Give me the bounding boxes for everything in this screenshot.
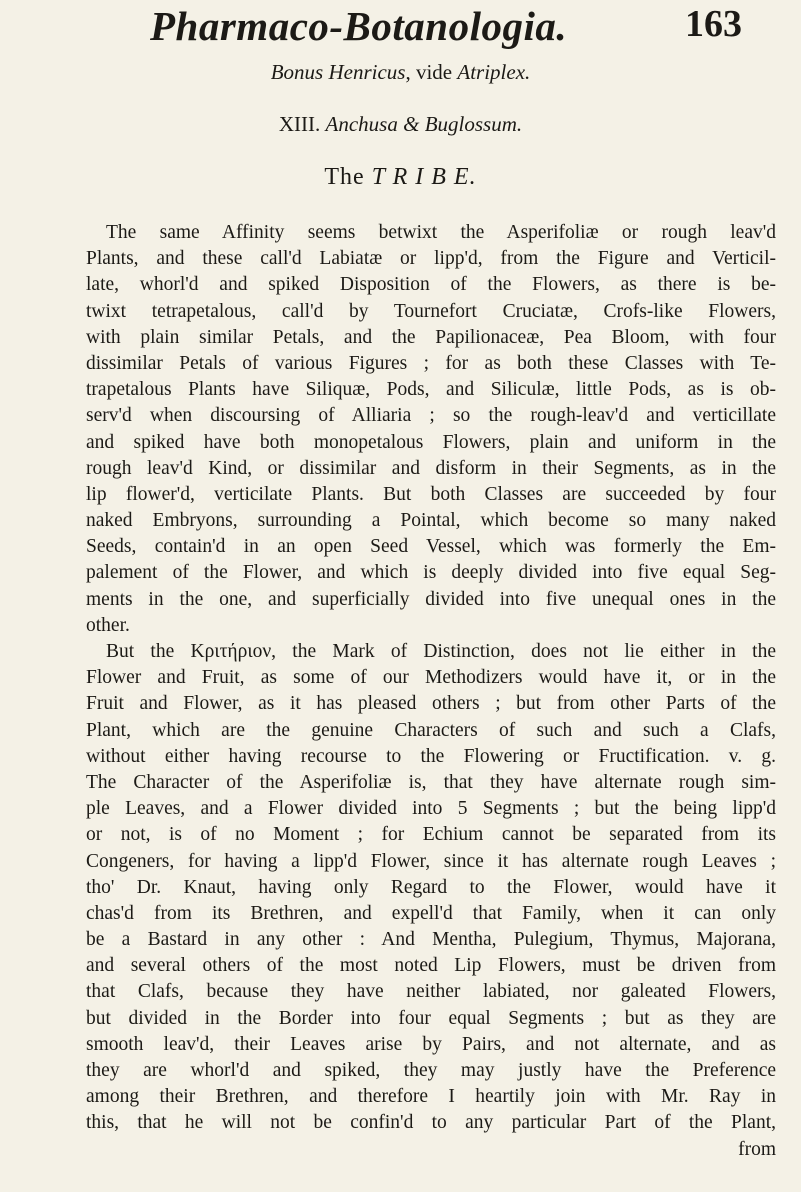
section-number: XIII. bbox=[278, 112, 321, 136]
paragraph bbox=[86, 639, 776, 1163]
text-line: but divided in the Border into four equal Segments ; but as they are bbox=[86, 1007, 776, 1029]
cross-reference-term: Bonus Henricus bbox=[270, 60, 406, 84]
text-line: rough leav'd Kind, or dissimilar and disform in their Segments, as in the bbox=[86, 457, 776, 479]
catchword: from bbox=[738, 1138, 776, 1160]
text-line: other. bbox=[86, 614, 130, 636]
text-line: trapetalous Plants have Siliquæ, Pods, and Siliculæ, little Pods, as is ob- bbox=[86, 379, 776, 401]
tribe-article: The bbox=[324, 164, 365, 190]
text-line: among their Brethren, and therefore I heartily join with Mr. Ray in bbox=[86, 1086, 776, 1108]
text-line: Flower and Fruit, as some of our Methodizers would have it, or in the bbox=[86, 667, 776, 689]
cross-reference-comma: , bbox=[405, 60, 416, 84]
text-line: The same Affinity seems betwixt the Asperifoliæ or rough leav'd bbox=[106, 222, 776, 243]
section-amp: & bbox=[403, 112, 420, 136]
page-header bbox=[0, 0, 801, 50]
text-line: lip flower'd, verticilate Plants. But both Classes are succeeded by four bbox=[86, 483, 776, 505]
tribe-heading bbox=[0, 164, 801, 191]
cross-reference-see: vide bbox=[415, 60, 453, 84]
text-line: this, that he will not be confin'd to any particular Part of the Plant, bbox=[86, 1112, 776, 1134]
text-line: Congeners, for having a lipp'd Flower, since it has alternate rough Leaves ; bbox=[86, 850, 776, 872]
text-line: Plant, which are the genuine Characters of such and such a Clafs, bbox=[86, 719, 776, 741]
text-line: chas'd from its Brethren, and expell'd that Family, when it can only bbox=[86, 902, 776, 924]
text-line: twixt tetrapetalous, call'd by Tournefort Cruciatæ, Crofs-like Flowers, bbox=[86, 300, 776, 322]
text-line: that Clafs, because they have neither labiated, nor galeated Flowers, bbox=[86, 981, 776, 1003]
text-line: and spiked have both monopetalous Flowers, plain and uniform in the bbox=[86, 431, 776, 453]
text-line: late, whorl'd and spiked Disposition of the Flowers, as there is be- bbox=[86, 274, 776, 296]
text-line: ments in the one, and superficially divided into five unequal ones in the bbox=[86, 588, 776, 610]
tribe-word: T R I B E. bbox=[371, 164, 477, 190]
text-line: serv'd when discoursing of Alliaria ; so the rough-leav'd and verticillate bbox=[86, 405, 776, 427]
text-line: or not, is of no Moment ; for Echium cannot be separated from its bbox=[86, 824, 776, 846]
text-line: Plants, and these call'd Labiatæ or lipp'd, from the Figure and Verticil- bbox=[86, 248, 776, 270]
text-line: Seeds, contain'd in an open Seed Vessel, which was formerly the Em- bbox=[86, 536, 776, 558]
cross-reference bbox=[0, 60, 801, 85]
text-line: ple Leaves, and a Flower divided into 5 Segments ; but the being lipp'd bbox=[86, 798, 776, 820]
text-line: palement of the Flower, and which is deeply divided into five equal Seg- bbox=[86, 562, 776, 584]
text-line: be a Bastard in any other : And Mentha, Pulegium, Thymus, Majorana, bbox=[86, 929, 776, 951]
text-line: with plain similar Petals, and the Papilionaceæ, Pea Bloom, with four bbox=[86, 326, 776, 348]
running-title: Pharmaco-Botanologia. bbox=[150, 3, 568, 49]
section-heading bbox=[0, 112, 801, 137]
text-line: Fruit and Flower, as it has pleased others ; but from other Parts of the bbox=[86, 693, 776, 715]
text-line: The Character of the Asperifoliæ is, that they have alternate rough sim- bbox=[86, 771, 776, 793]
body-text bbox=[86, 220, 776, 1163]
paragraph bbox=[86, 220, 776, 639]
cross-reference-target: Atriplex. bbox=[457, 60, 531, 84]
section-name-a: Anchusa bbox=[325, 112, 398, 136]
page-number: 163 bbox=[685, 3, 742, 45]
text-line: they are whorl'd and spiked, they may justly have the Preference bbox=[86, 1060, 776, 1081]
text-line: naked Embryons, surrounding a Pointal, which become so many naked bbox=[86, 510, 776, 532]
text-line: without either having recourse to the Flowering or Fructification. v. g. bbox=[86, 745, 776, 767]
text-line: tho' Dr. Knaut, having only Regard to the Flower, would have it bbox=[86, 876, 776, 898]
text-line: dissimilar Petals of various Figures ; for as both these Classes with Te- bbox=[86, 352, 776, 374]
text-line: But the Κριτήριον, the Mark of Distinction, does not lie either in the bbox=[106, 641, 776, 662]
text-line: smooth leav'd, their Leaves arise by Pairs, and not alternate, and as bbox=[86, 1033, 776, 1055]
text-line: and several others of the most noted Lip Flowers, must be driven from bbox=[86, 955, 776, 977]
section-name-b: Buglossum. bbox=[424, 112, 523, 136]
